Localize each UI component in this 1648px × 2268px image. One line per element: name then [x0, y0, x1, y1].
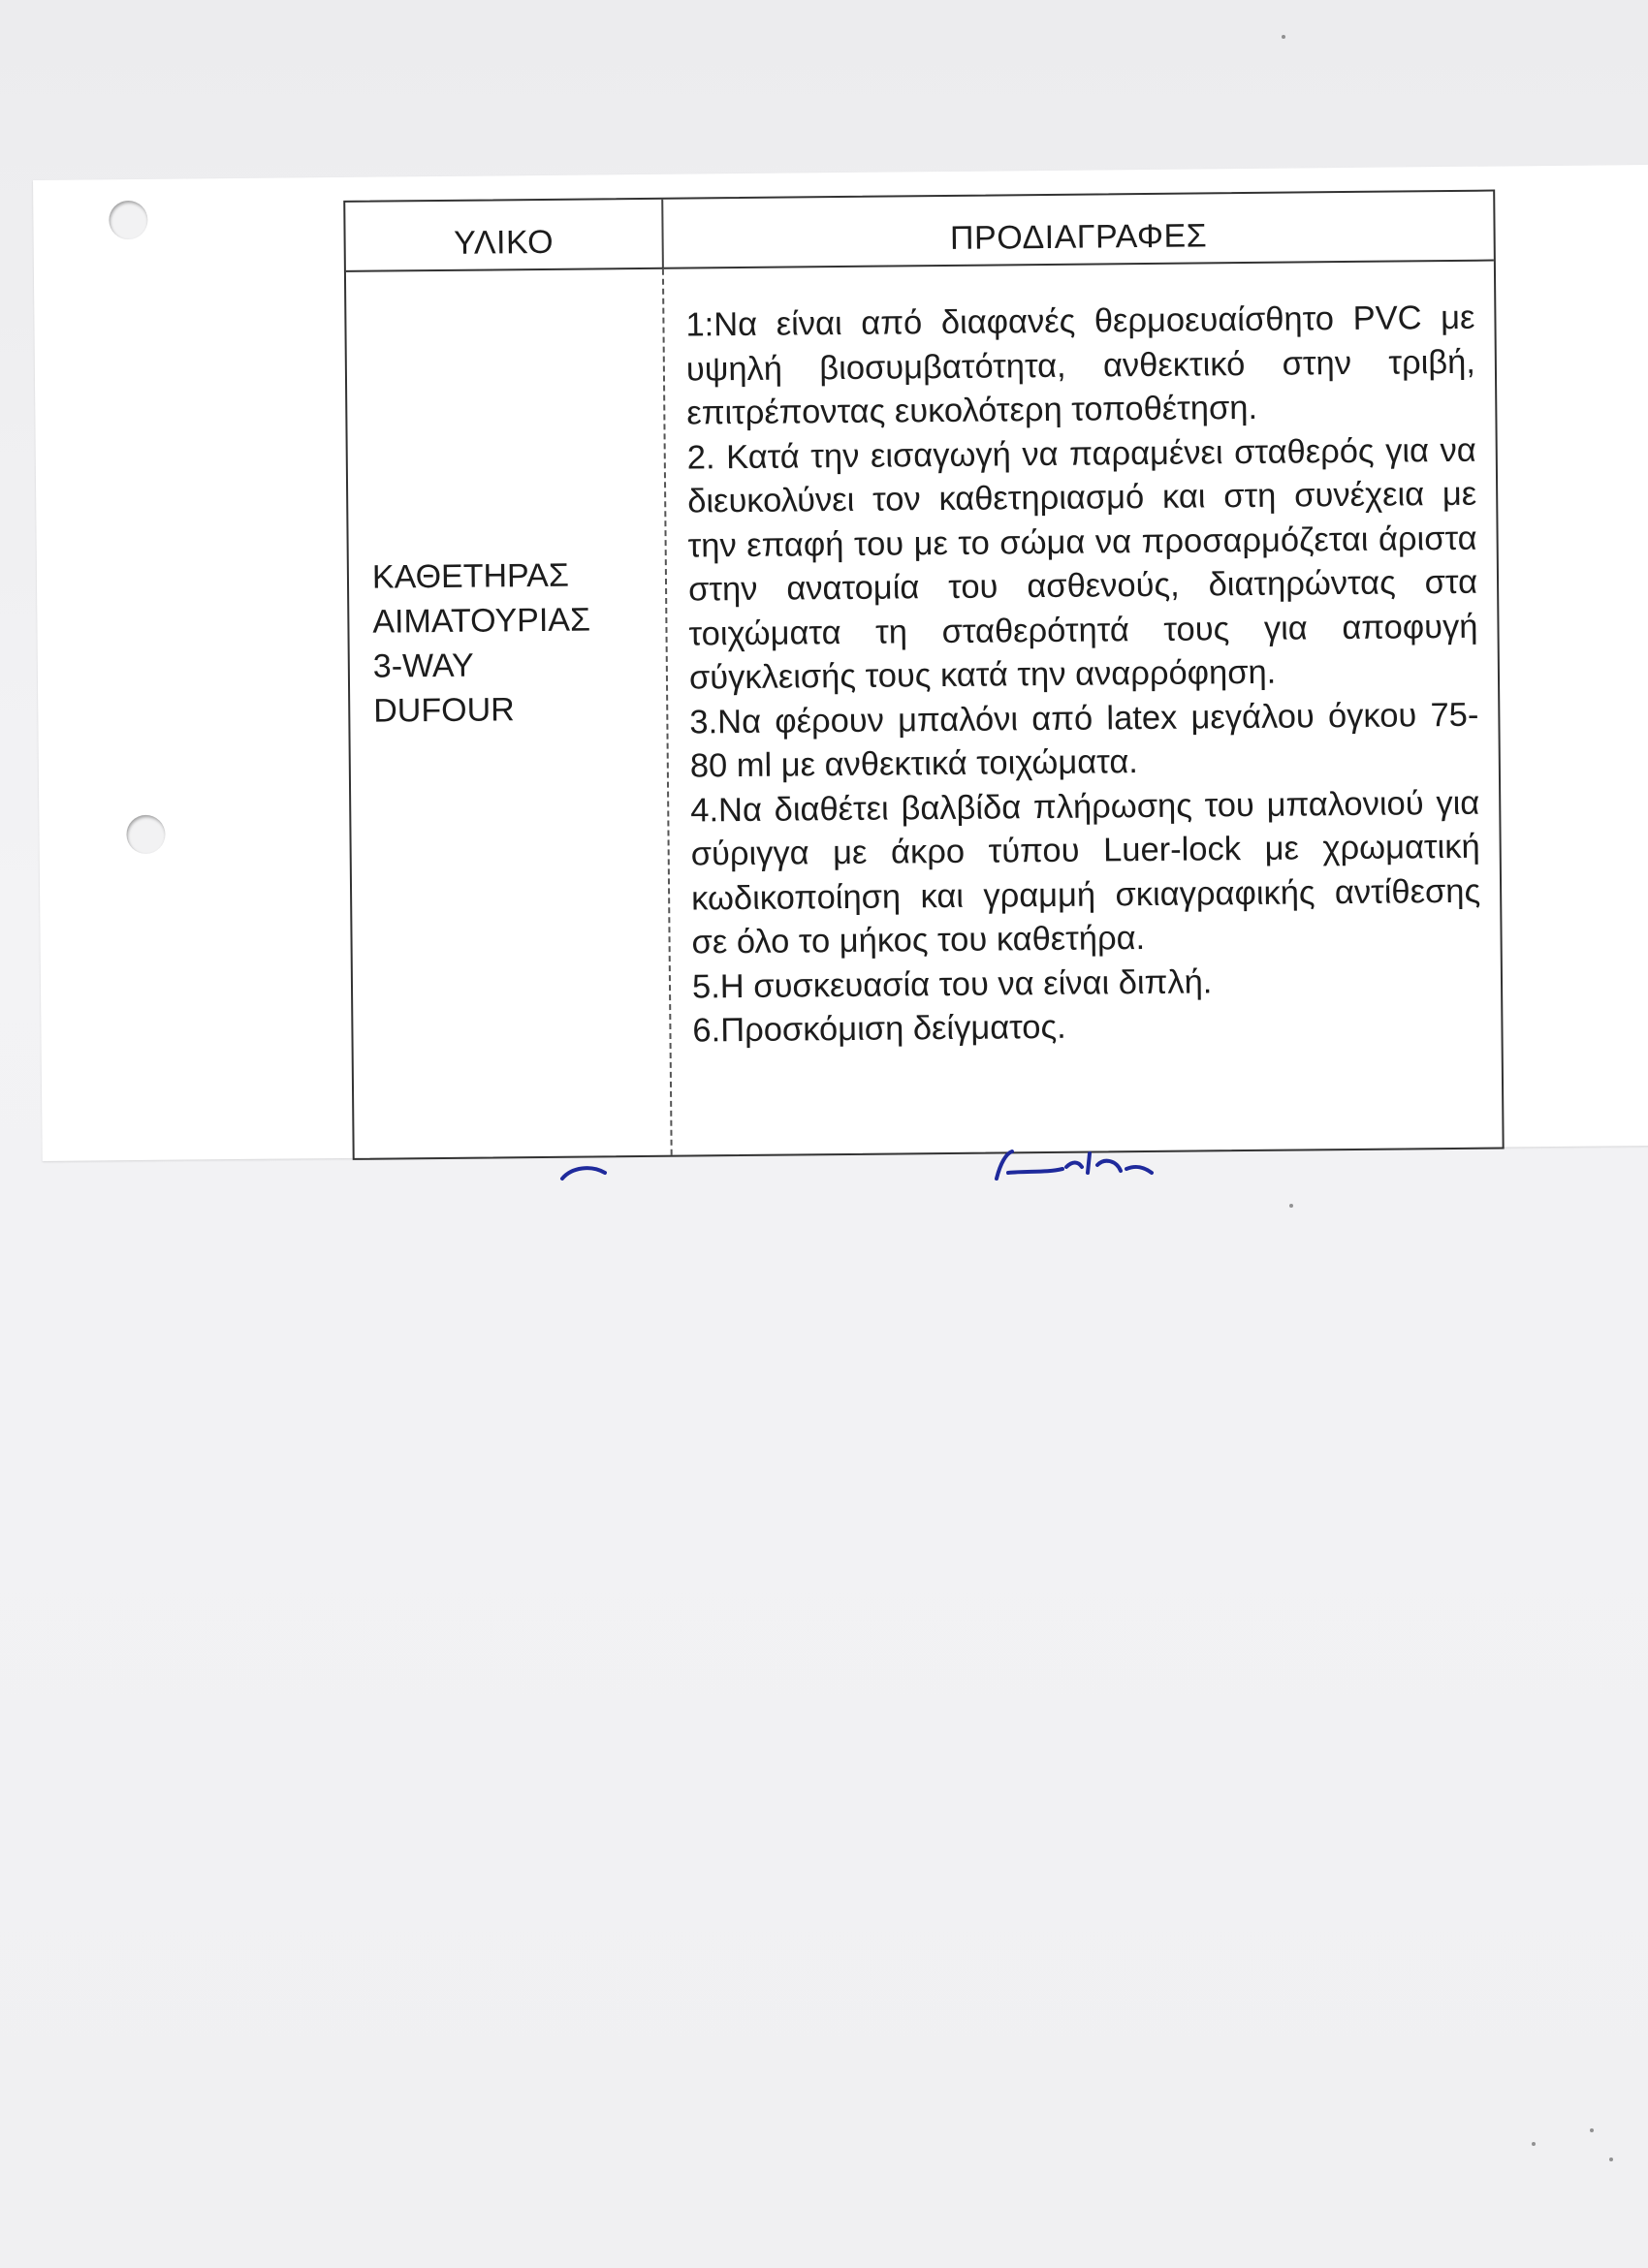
- material-line: ΚΑΘΕΤΗΡΑΣ: [371, 556, 570, 596]
- punch-hole-bottom: [126, 815, 165, 854]
- specifications-column-header: ΠΡΟΔΙΑΓΡΑΦΕΣ: [663, 192, 1494, 269]
- scan-speck: [1532, 2142, 1536, 2146]
- scan-speck: [1590, 2128, 1594, 2132]
- spec-item: 4.Να διαθέτει βαλβίδα πλήρωσης του μπαλονιού για σύριγγα με άκρο τύπου Luer-lock με χρωματική κωδικοποίηση και γραμμή σκιαγραφικής αντίθεσης σε όλο το μήκος του καθετήρα.: [690, 784, 1481, 961]
- material-line: ΑΙΜΑΤΟΥΡΙΑΣ: [372, 601, 591, 641]
- spec-item: 3.Να φέρουν μπαλόνι από latex μεγάλου όγκου 75-80 ml με ανθεκτικά τοιχώματα.: [689, 696, 1479, 785]
- scan-speck: [1609, 2158, 1613, 2161]
- spec-item: 5.Η συσκευασία του να είναι διπλή.: [691, 962, 1213, 1006]
- spec-item: 6.Προσκόμιση δείγματος.: [692, 1008, 1066, 1050]
- material-line: DUFOUR: [373, 691, 515, 730]
- spec-item: 2. Κατά την εισαγωγή να παραμένει σταθερός για να διευκολύνει τον καθετηριασμό και στη συνέχεια με την επαφή του με το σώμα να προσαρμόζεται άριστα στην ανατομία του ασθενούς, διατηρώντας στα τοιχώματα τη σταθερότητά τους για αποφυγή σύγκλεισής τους κατά την αναρρόφηση.: [686, 431, 1478, 697]
- scan-speck: [1282, 35, 1285, 39]
- material-column-header: ΥΛΙΚΟ: [345, 200, 664, 272]
- scan-speck: [1289, 1204, 1293, 1208]
- specifications-table: [343, 190, 1504, 1160]
- handwritten-signature-mark: [523, 1144, 1260, 1182]
- document-page: [33, 165, 1648, 1161]
- material-line: 3-WAY: [372, 646, 474, 685]
- specifications-cell: [664, 262, 1503, 1155]
- spec-item: 1:Να είναι από διαφανές θερμοευαίσθητο PVC με υψηλή βιοσυμβατότητα, ανθεκτικό στην τριβή, επιτρέποντας ευκολότερη τοποθέτηση.: [685, 299, 1476, 432]
- material-cell: [346, 269, 673, 1158]
- punch-hole-top: [109, 201, 147, 239]
